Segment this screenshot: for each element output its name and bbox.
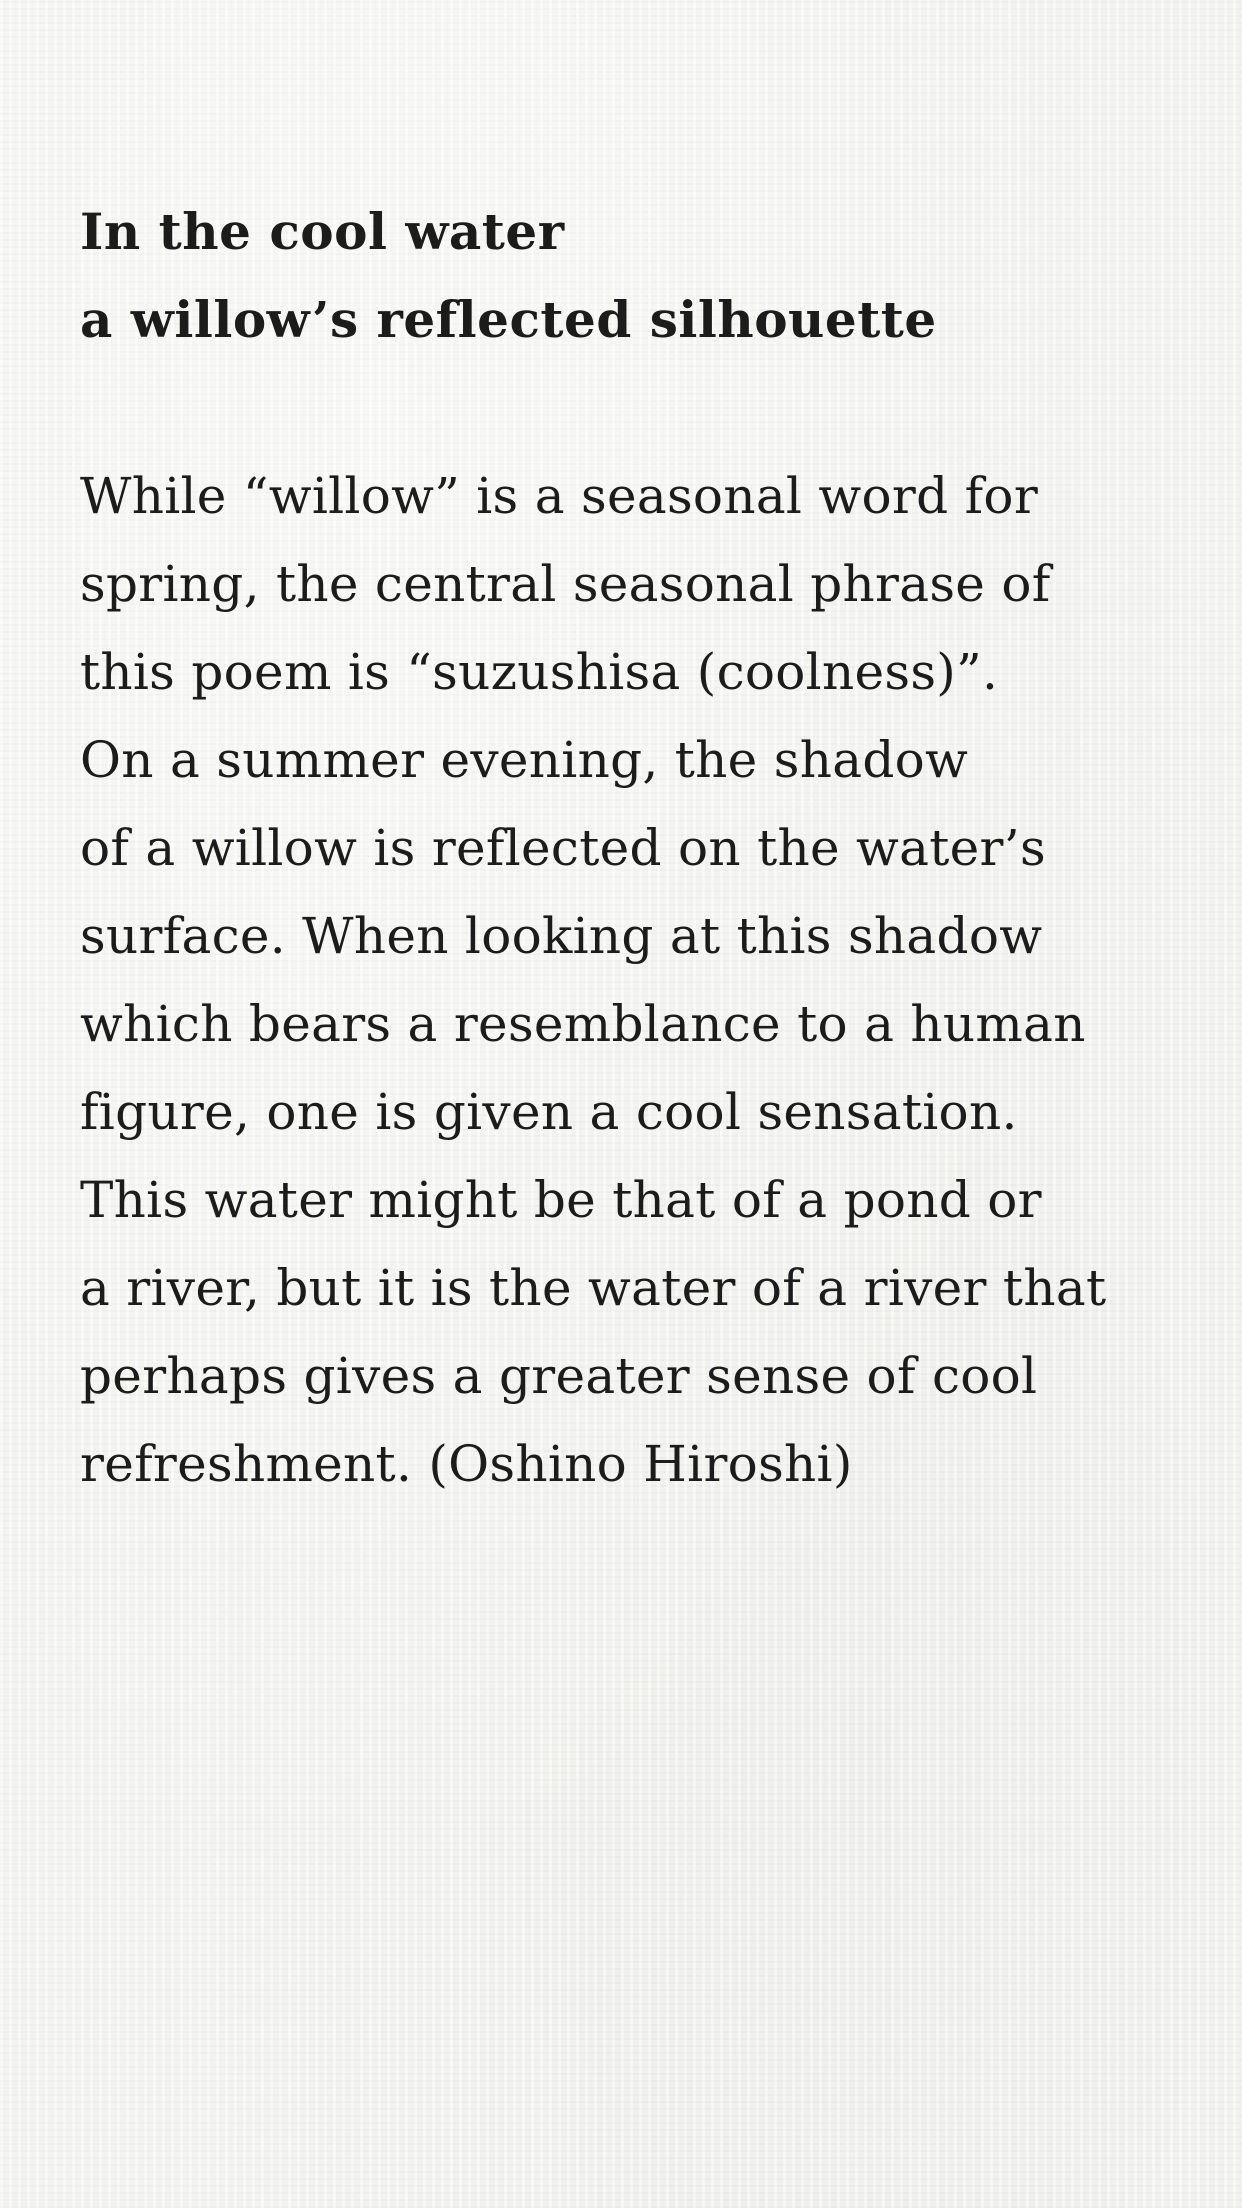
commentary-line: a river, but it is the water of a river that: [80, 1259, 1107, 1317]
commentary-line: surface. When looking at this shadow: [80, 907, 1043, 965]
commentary-text: [80, 452, 1180, 1508]
commentary-line: On a summer evening, the shadow: [80, 731, 969, 789]
commentary-line: While “willow” is a seasonal word for: [80, 467, 1039, 525]
commentary-line: spring, the central seasonal phrase of: [80, 555, 1051, 613]
haiku-page: [80, 188, 1180, 1508]
poem-line-1: In the cool water: [80, 202, 565, 261]
commentary-line: perhaps gives a greater sense of cool: [80, 1347, 1038, 1405]
commentary-line: of a willow is reflected on the water’s: [80, 819, 1046, 877]
poem-line-2: a willow’s reflected silhouette: [80, 290, 937, 349]
commentary-line: This water might be that of a pond or: [80, 1171, 1042, 1229]
commentary-line: this poem is “suzushisa (coolness)”.: [80, 643, 999, 701]
commentary-line: which bears a resemblance to a human: [80, 995, 1086, 1053]
commentary-line: figure, one is given a cool sensation.: [80, 1083, 1018, 1141]
poem-title: [80, 188, 1180, 364]
commentary-line: refreshment. (Oshino Hiroshi): [80, 1435, 853, 1493]
